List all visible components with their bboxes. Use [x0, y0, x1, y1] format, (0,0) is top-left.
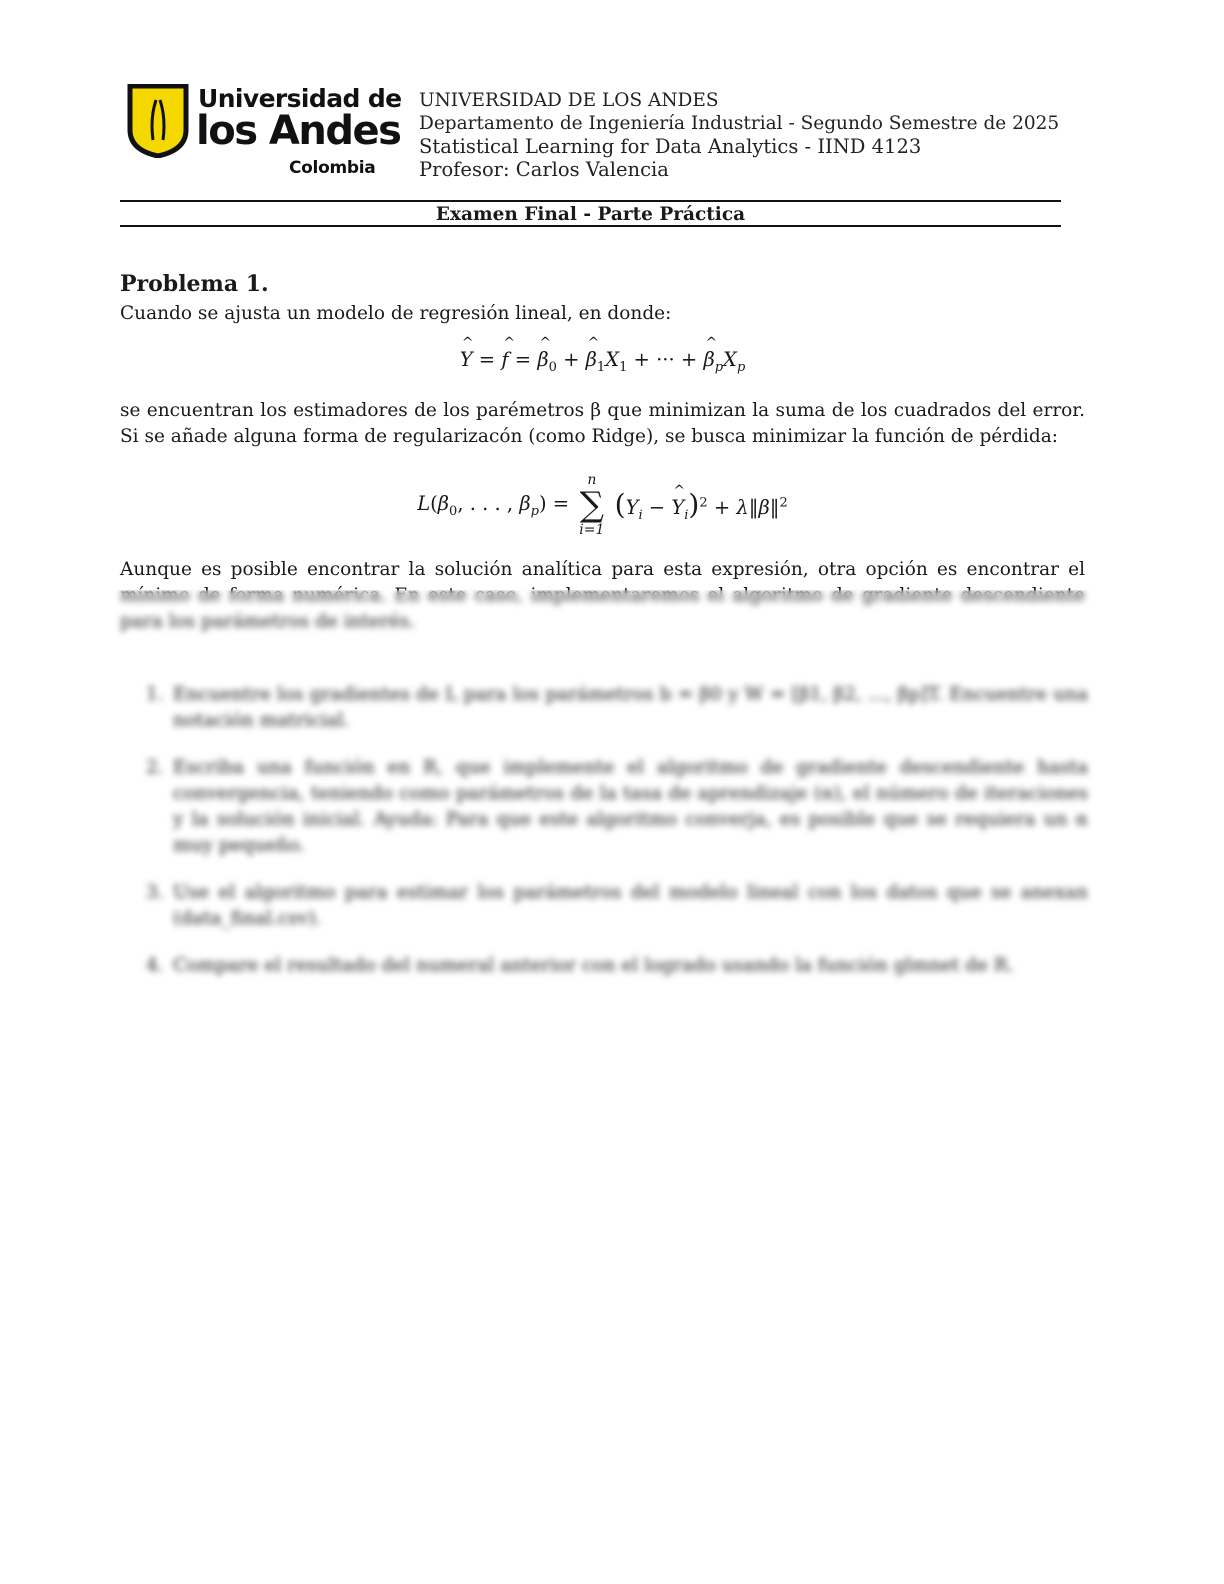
problem-intro: Cuando se ajusta un modelo de regresión lineal, en donde:	[120, 303, 672, 324]
university-logo	[126, 84, 402, 180]
list-item	[146, 755, 1088, 859]
list-item-text: Compare el resultado del numeral anterior con el logrado usando la función glmnet de R.	[173, 955, 1014, 976]
shield-icon	[126, 84, 190, 158]
problem-paragraph-2: se encuentran los estimadores de los parémetros β que minimizan la suma de los cuadrados del error. Si se añade alguna forma de regularizacón (como Ridge), se busca minimizar la función de pérdida:	[120, 400, 1085, 447]
blur-overlay	[110, 590, 1100, 640]
list-item-number: 4.	[146, 955, 164, 976]
regression-equation: ^ Y = ^ f = ^ $\beta_0$ + ^ $\beta_1X_1$ + ··· + ^ $\beta_pX_p$	[120, 348, 1085, 375]
logo-text-line1: Universidad de	[198, 84, 402, 113]
logo-text-line3: Colombia	[289, 158, 376, 178]
list-item-text: Use el algoritmo para estimar los parámetros del modelo lineal con los datos que se anexan (data_final.csv).	[173, 882, 1088, 929]
list-item-number: 1.	[146, 684, 164, 705]
document-header	[419, 89, 1059, 181]
exam-title: Examen Final - Parte Práctica	[435, 204, 746, 225]
logo-text-line2: los Andes	[196, 108, 401, 154]
problem-paragraph-3-text: Aunque es posible encontrar la solución analítica para esta expresión, otra opción es encontrar el mínimo de forma numérica. En este caso, implementaremos el algoritmo de gradiente descendiente para los parámetros de interés.	[120, 559, 1085, 632]
list-item	[146, 953, 1088, 979]
list-item-text: Escriba una función en R, que implemente el algoritmo de gradiente descendiente hasta convergencia, teniendo como parámetros de la tasa de aprendizaje (α), el número de iteraciones y la solución inicial. Ayuda: Para que este algoritmo converja, es posible que se requiera un α muy pequeño.	[173, 757, 1088, 856]
department-name: Departamento de Ingeniería Industrial - Segundo Semestre de 2025	[419, 113, 1060, 134]
course-name: Statistical Learning for Data Analytics - IIND 4123	[419, 135, 922, 158]
list-item-number: 3.	[146, 882, 164, 903]
list-item-number: 2.	[146, 757, 164, 778]
task-list	[146, 682, 1088, 1000]
university-name: UNIVERSIDAD DE LOS ANDES	[419, 90, 719, 111]
loss-equation: $L(\beta_0$, . . . , $\beta_p$) = n ∑ i=1 ($Y_i$ − ^ $Y_i)^2$ + λ‖β‖$^2$	[120, 472, 1085, 542]
top-rule	[120, 200, 1061, 202]
list-item	[146, 880, 1088, 932]
list-item-text: Encuentre los gradientes de L para los parámetros b = β0 y W = [β1, β2, ..., βp]T. Encuentre una notación matricial.	[173, 684, 1088, 731]
professor-name: Profesor: Carlos Valencia	[419, 158, 669, 181]
list-item	[146, 682, 1088, 734]
bottom-rule	[120, 225, 1061, 227]
problem-title: Problema 1.	[120, 271, 269, 297]
